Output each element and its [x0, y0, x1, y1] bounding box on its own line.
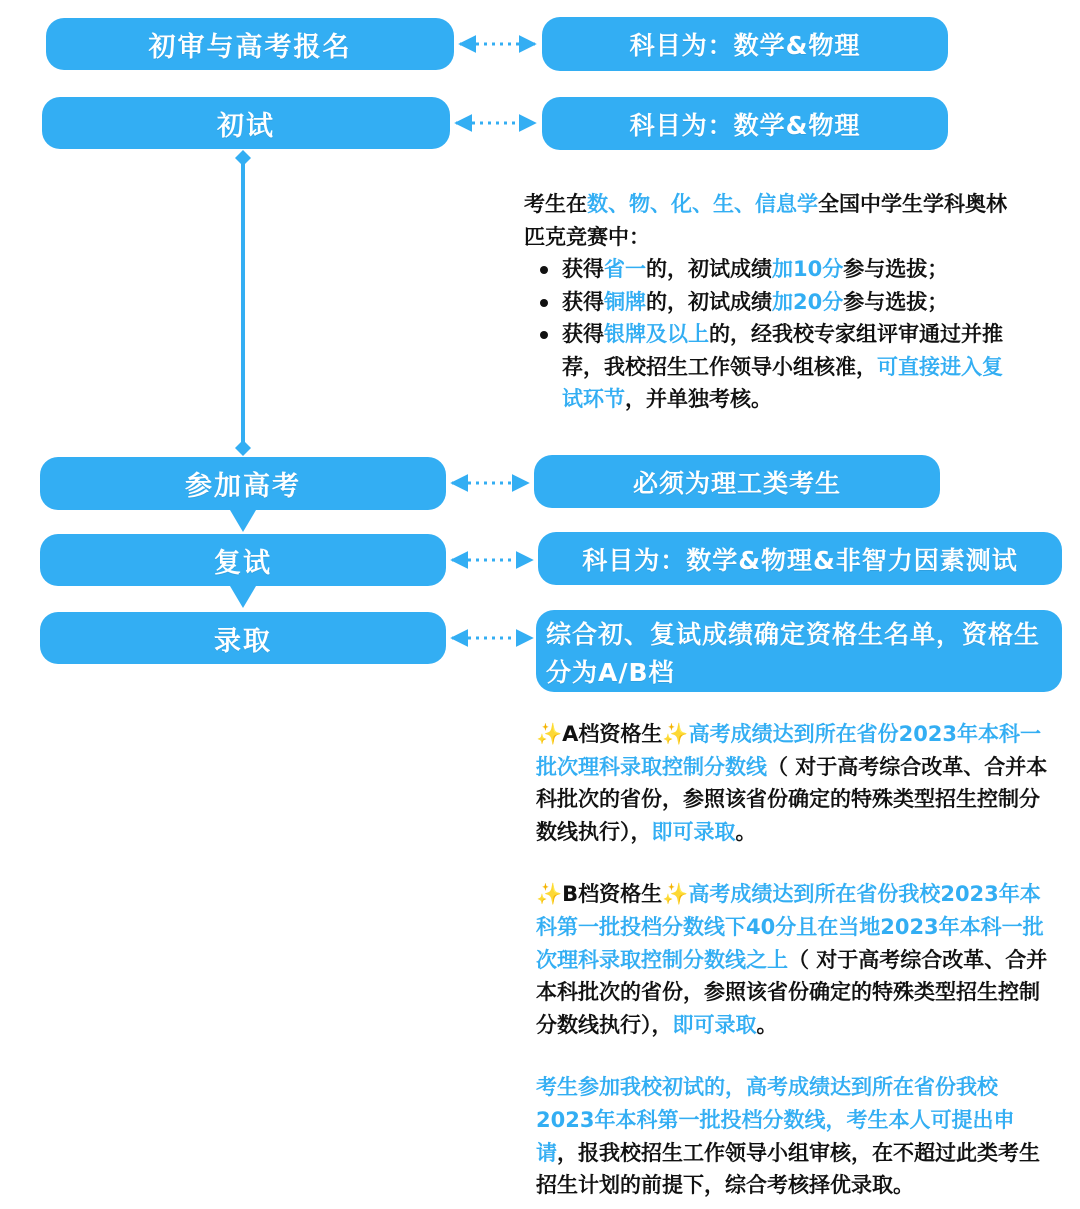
- sparkle-icon: ✨: [536, 722, 563, 746]
- connector-diamond-top: [235, 150, 251, 166]
- list-item: 获得铜牌的，初试成绩加20分参与选拔；: [524, 286, 1014, 319]
- down-arrow-1: [230, 510, 256, 532]
- olympiad-subjects: 数、物、化、生、信息学: [587, 192, 818, 216]
- admission-criteria-text: [536, 718, 1056, 1202]
- info-gaokao-requirement: 必须为理工类考生: [534, 455, 940, 508]
- tier-a-paragraph: ✨A档资格生✨高考成绩达到所在省份2023年本科一批次理科录取控制分数线（ 对于高考综合改革、合并本科批次的省份，参照该省份确定的特殊类型招生控制分数线执行），即可录取。: [536, 722, 1048, 844]
- info-admission-description: 综合初、复试成绩确定资格生名单，资格生分为A/B档: [536, 610, 1062, 692]
- step-preliminary-exam: 初试: [42, 97, 450, 149]
- step-gaokao: 参加高考: [40, 457, 446, 510]
- sparkle-icon: ✨: [662, 722, 689, 746]
- info-registration-subjects: 科目为：数学&物理: [542, 17, 948, 71]
- list-item: 获得省一的，初试成绩加10分参与选拔；: [524, 253, 1014, 286]
- step-retest: 复试: [40, 534, 446, 586]
- info-retest-subjects: 科目为：数学&物理&非智力因素测试: [538, 532, 1062, 585]
- connector-diamond-bottom: [235, 440, 251, 456]
- olympiad-bonus-text: [524, 188, 1014, 416]
- olympiad-bullet-list: [524, 253, 1014, 416]
- tier-b-paragraph: ✨B档资格生✨高考成绩达到所在省份我校2023年本科第一批投档分数线下40分且在当地2023年本科一批次理科录取控制分数线之上（ 对于高考综合改革、合并本科批次的省份，参照该省份确定的特殊类型招生控制分数线执行），即可录取。: [536, 882, 1048, 1037]
- list-item: 获得银牌及以上的，经我校专家组评审通过并推荐，我校招生工作领导小组核准，可直接进入复试环节，并单独考核。: [524, 318, 1014, 416]
- step-admission: 录取: [40, 612, 446, 664]
- info-preliminary-subjects: 科目为：数学&物理: [542, 97, 948, 150]
- sparkle-icon: ✨: [536, 882, 563, 907]
- tier-b-title: B档资格生: [562, 882, 663, 907]
- olympiad-intro: 考生在数、物、化、生、信息学全国中学生学科奥林匹克竞赛中：: [524, 192, 1007, 249]
- sparkle-icon: ✨: [662, 882, 689, 907]
- tier-a-title: A档资格生: [562, 722, 663, 746]
- application-paragraph: 考生参加我校初试的，高考成绩达到所在省份我校2023年本科第一批投档分数线，考生本人可提出申请，报我校招生工作领导小组审核，在不超过此类考生招生计划的前提下，综合考核择优录取。: [536, 1075, 1040, 1198]
- step-registration: 初审与高考报名: [46, 18, 454, 70]
- down-arrow-2: [230, 586, 256, 608]
